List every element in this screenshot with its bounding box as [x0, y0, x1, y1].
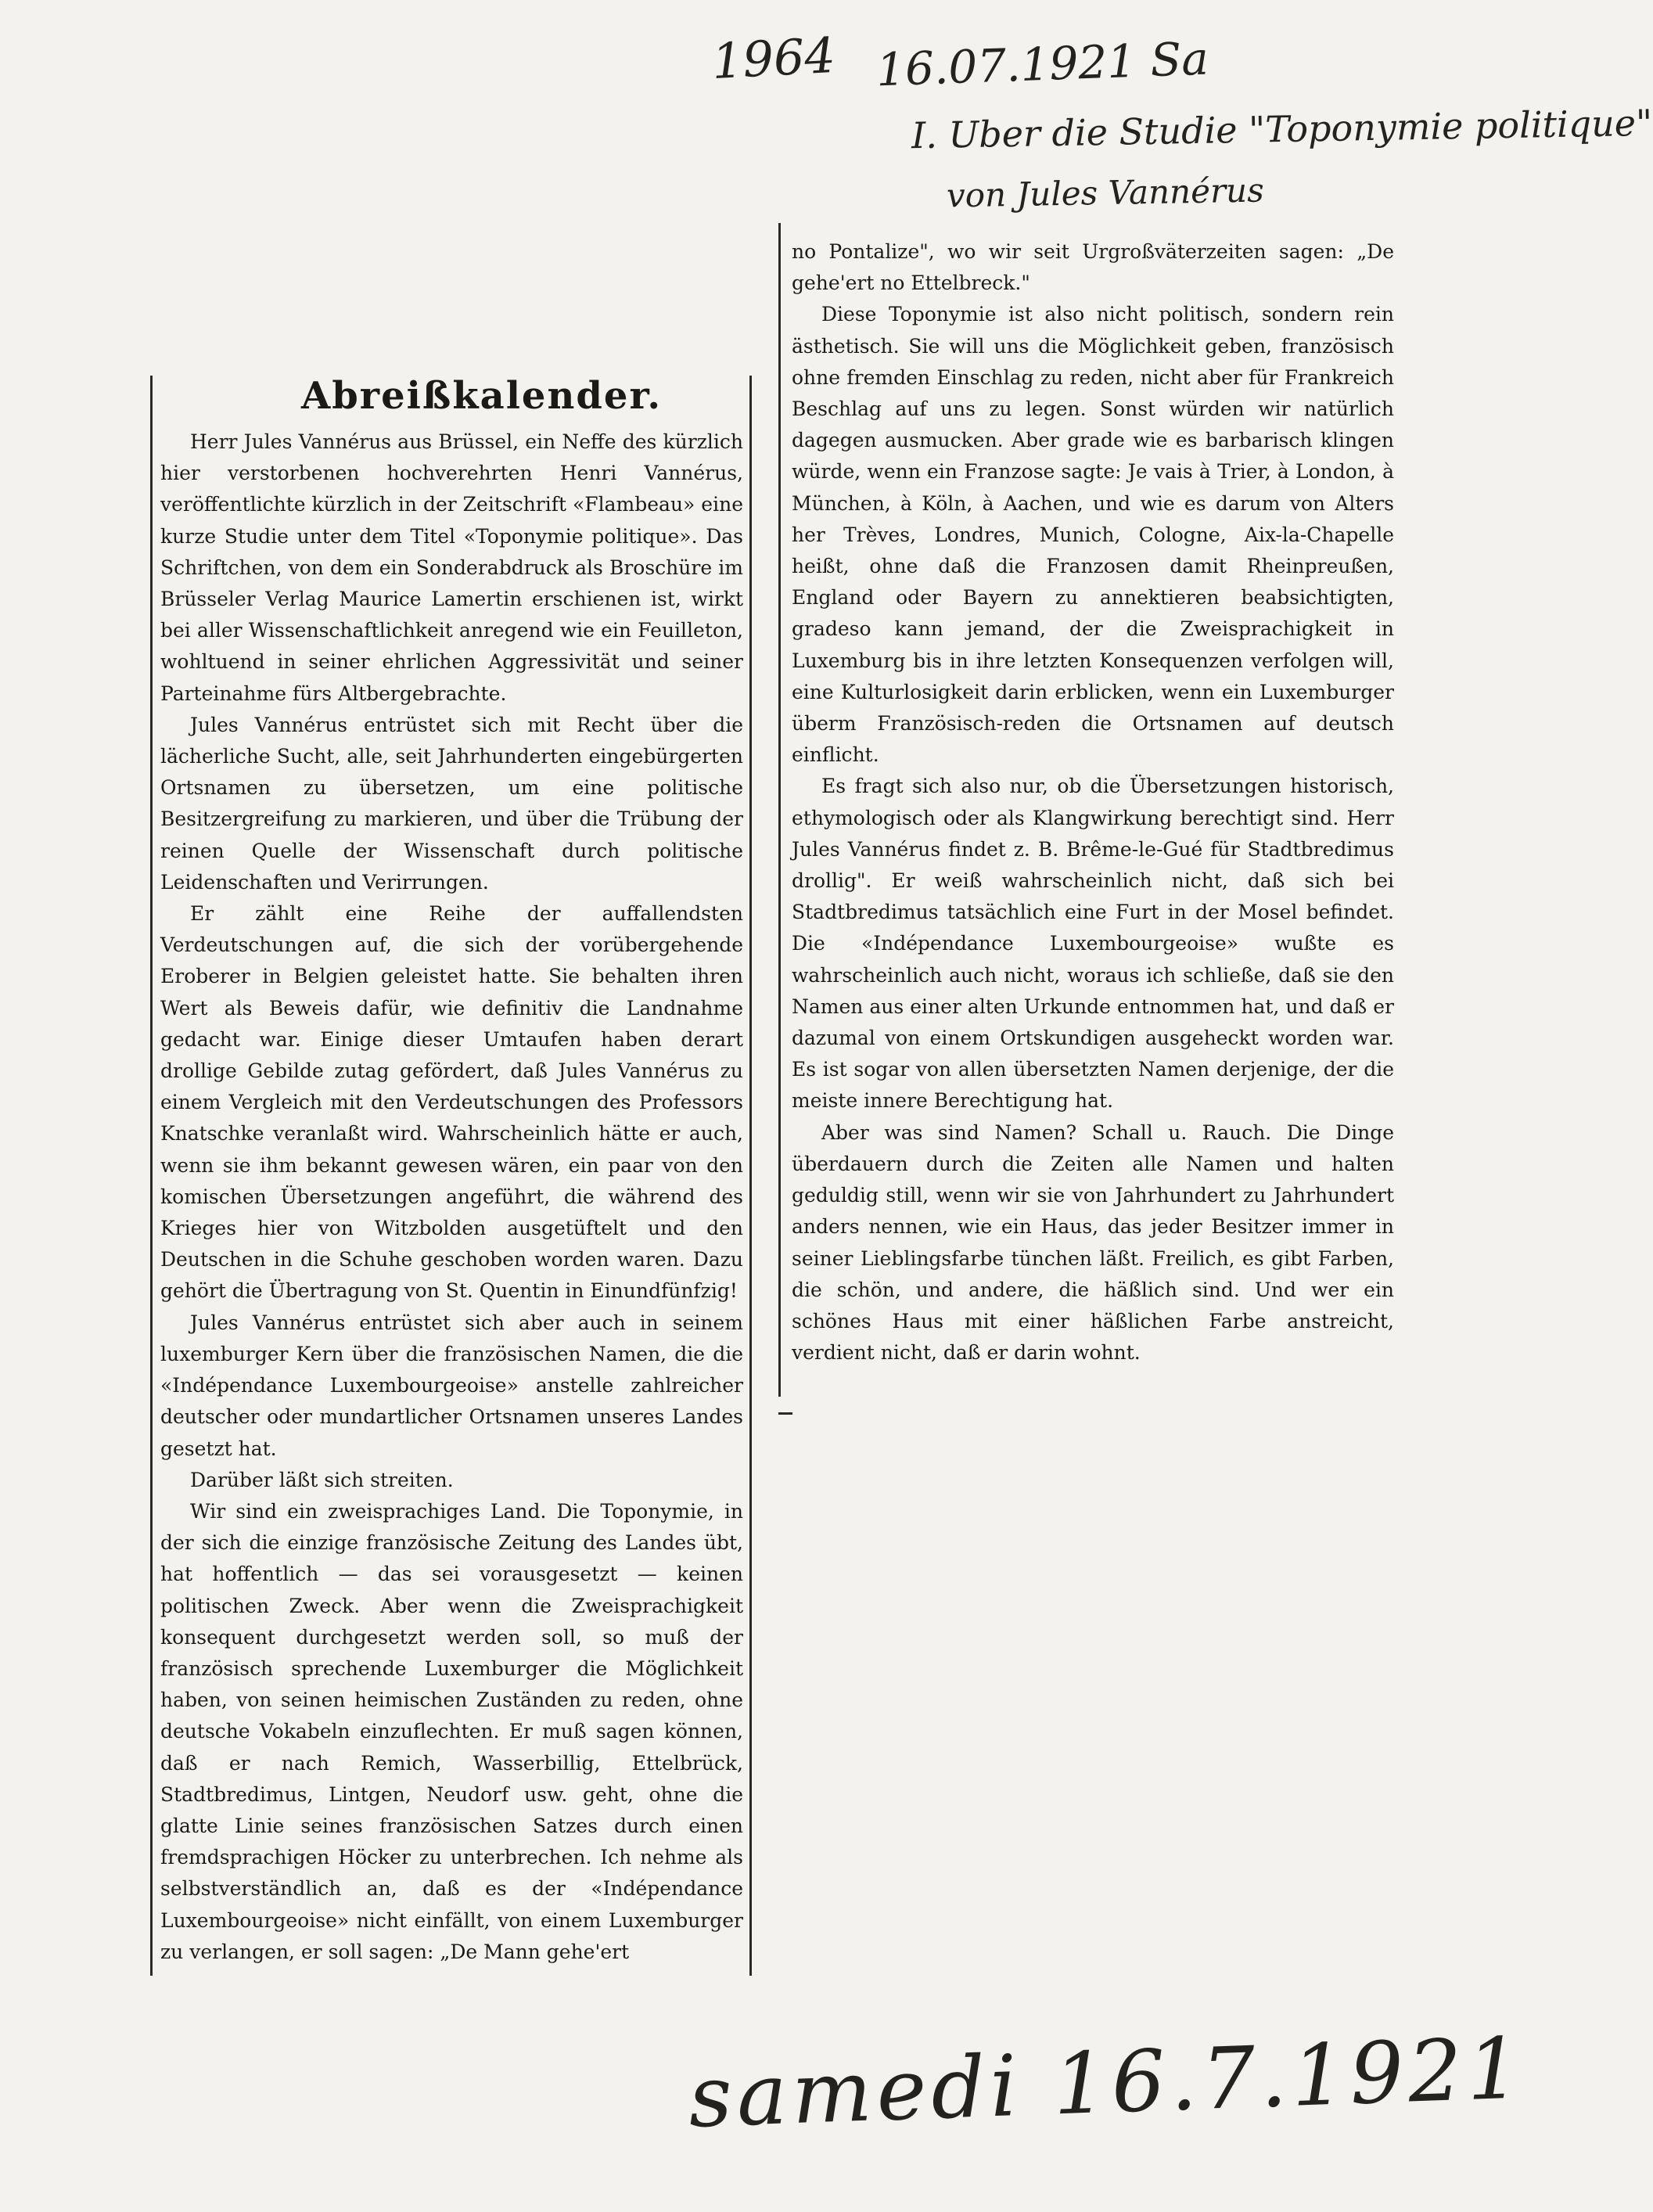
article-paragraph: Er zählt eine Reihe der auffallendsten Verdeutschungen auf, die sich der vorübergehende Eroberer in Belgien geleistet hatte. Sie behalten ihren Wert als Beweis dafür, wie definitiv die Landnahme gedacht war. Einige dieser Umtaufen haben derart drollige Gebilde zutag gefördert, daß Jules Vannérus zu einem Vergleich mit den Verdeutschungen des Professors Knatschke veranlaßt wird. Wahrscheinlich hätte er auch, wenn sie ihm bekannt gewesen wären, ein paar von den komischen Übersetzungen angeführt, die während des Krieges hier von Witzbolden ausgetüftelt und den Deutschen in die Schuhe geschoben worden waren. Dazu gehört die Übertragung von St. Quentin in Einundfünfzig!: [160, 902, 743, 1303]
article-paragraph: Aber was sind Namen? Schall u. Rauch. Die Dinge überdauern durch die Zeiten alle Namen und halten geduldig still, wenn wir sie von Jahrhundert zu Jahrhundert anders nennen, wie ein Haus, das jeder Besitzer immer in seiner Lieblingsfarbe tünchen läßt. Freilich, es gibt Farben, die schön, und andere, die häßlich sind. Und wer ein schönes Haus mit einer häßlichen Farbe anstreicht, verdient nicht, daß er darin wohnt.: [792, 1120, 1394, 1365]
handwritten-note-line-2: von Jules Vannérus: [946, 171, 1265, 215]
article-paragraph: no Pontalize", wo wir seit Urgroßväterzeiten sagen: „De gehe'ert no Ettelbreck.": [792, 240, 1394, 295]
handwritten-archive-number: 1964: [710, 26, 837, 91]
article-column-right: [792, 236, 1394, 1369]
article-paragraph: Es fragt sich also nur, ob die Übersetzungen historisch, ethymologisch oder als Klangwirkung berechtigt sind. Herr Jules Vannérus findet z. B. Brême-le-Gué für Stadtbredimus drollig". Er weiß wahrscheinlich nicht, daß sich bei Stadtbredimus tatsächlich eine Furt in der Mosel befindet. Die «Indépendance Luxembourgeoise» wußte es wahrscheinlich auch nicht, woraus ich schließe, daß sie den Namen aus einer alten Urkunde entnommen hat, und daß er dazumal von einem Ortskundigen ausgeheckt worden war. Es ist sogar von allen übersetzten Namen derjenige, der die meiste innere Berechtigung hat.: [792, 775, 1394, 1113]
handwritten-date-bottom: samedi 16.7.1921: [687, 2020, 1527, 2147]
article-paragraph: Diese Toponymie ist also nicht politisch, sondern rein ästhetisch. Sie will uns die Möglichkeit geben, französisch ohne fremden Einschlag zu reden, nicht aber für Frankreich Beschlag auf uns zu legen. Sonst würden wir natürlich dagegen ausmucken. Aber grade wie es barbarisch klingen würde, wenn ein Franzose sagte: Je vais à Trier, à London, à München, à Köln, à Aachen, und wie es darum von Alters her Trèves, Londres, Munich, Cologne, Aix-la-Chapelle heißt, ohne daß die Franzosen damit Rheinpreußen, England oder Bayern zu annektieren beabsichtigten, gradeso kann jemand, der die Zweisprachigkeit in Luxemburg bis in ihre letzten Konsequenzen verfolgen will, eine Kulturlosigkeit darin erblicken, wenn ein Luxemburger überm Französisch-reden die Ortsnamen auf deutsch einflicht.: [792, 303, 1394, 767]
article-paragraph: Jules Vannérus entrüstet sich mit Recht über die lächerliche Sucht, alle, seit Jahrhunderten eingebürgerten Ortsnamen zu übersetzen, um eine politische Besitzergreifung zu markieren, und über die Trübung der reinen Quelle der Wissenschaft durch politische Leidenschaften und Verirrungen.: [160, 713, 743, 894]
column-rule-left: [150, 376, 153, 1976]
column-rule-right: [778, 223, 781, 1397]
article-paragraph: Herr Jules Vannérus aus Brüssel, ein Neffe des kürzlich hier verstorbenen hochverehrten Henri Vannérus, veröffentlichte kürzlich in der Zeitschrift «Flambeau» eine kurze Studie unter dem Titel «Toponymie politique». Das Schriftchen, von dem ein Sonderabdruck als Broschüre im Brüsseler Verlag Maurice Lamertin erschienen ist, wirkt bei aller Wissenschaftlichkeit anregend wie ein Feuilleton, wohltuend in seiner ehrlichen Aggressivität und seiner Parteinahme fürs Altbergebrachte.: [160, 430, 743, 705]
article-paragraph: Darüber läßt sich streiten.: [190, 1468, 454, 1491]
article-paragraph: Wir sind ein zweisprachiges Land. Die Toponymie, in der sich die einzige französische Zeitung des Landes übt, hat hoffentlich — das sei vorausgesetzt — keinen politischen Zweck. Aber wenn die Zweisprachigkeit konsequent durchgesetzt werden soll, so muß der französisch sprechende Luxemburger die Möglichkeit haben, von seinen heimischen Zuständen zu reden, ohne deutsche Vokabeln einzuflechten. Er muß sagen können, daß er nach Remich, Wasserbillig, Ettelbrück, Stadtbredimus, Lintgen, Neudorf usw. geht, ohne die glatte Linie seines französischen Satzes durch einen fremdsprachigen Höcker zu unterbrechen. Ich nehme als selbstverständlich an, daß es der «Indépendance Luxembourgeoise» nicht einfällt, von einem Luxemburger zu verlangen, er soll sagen: „De Mann gehe'ert: [160, 1499, 743, 1963]
handwritten-date: 16.07.1921 Sa: [875, 31, 1209, 97]
column-rule-middle: [749, 376, 752, 1976]
article-column-left: [160, 426, 743, 1968]
handwritten-note-line-1: I. Uber die Studie "Toponymie politique": [911, 101, 1653, 157]
article-paragraph: Jules Vannérus entrüstet sich aber auch in seinem luxemburger Kern über die französischen Namen, die die «Indépendance Luxembourgeoise» anstelle zahlreicher deutscher oder mundartlicher Ortsnamen unseres Landes gesetzt hat.: [160, 1311, 743, 1460]
article-headline: Abreißkalender.: [301, 374, 663, 418]
end-dash: [778, 1412, 792, 1415]
